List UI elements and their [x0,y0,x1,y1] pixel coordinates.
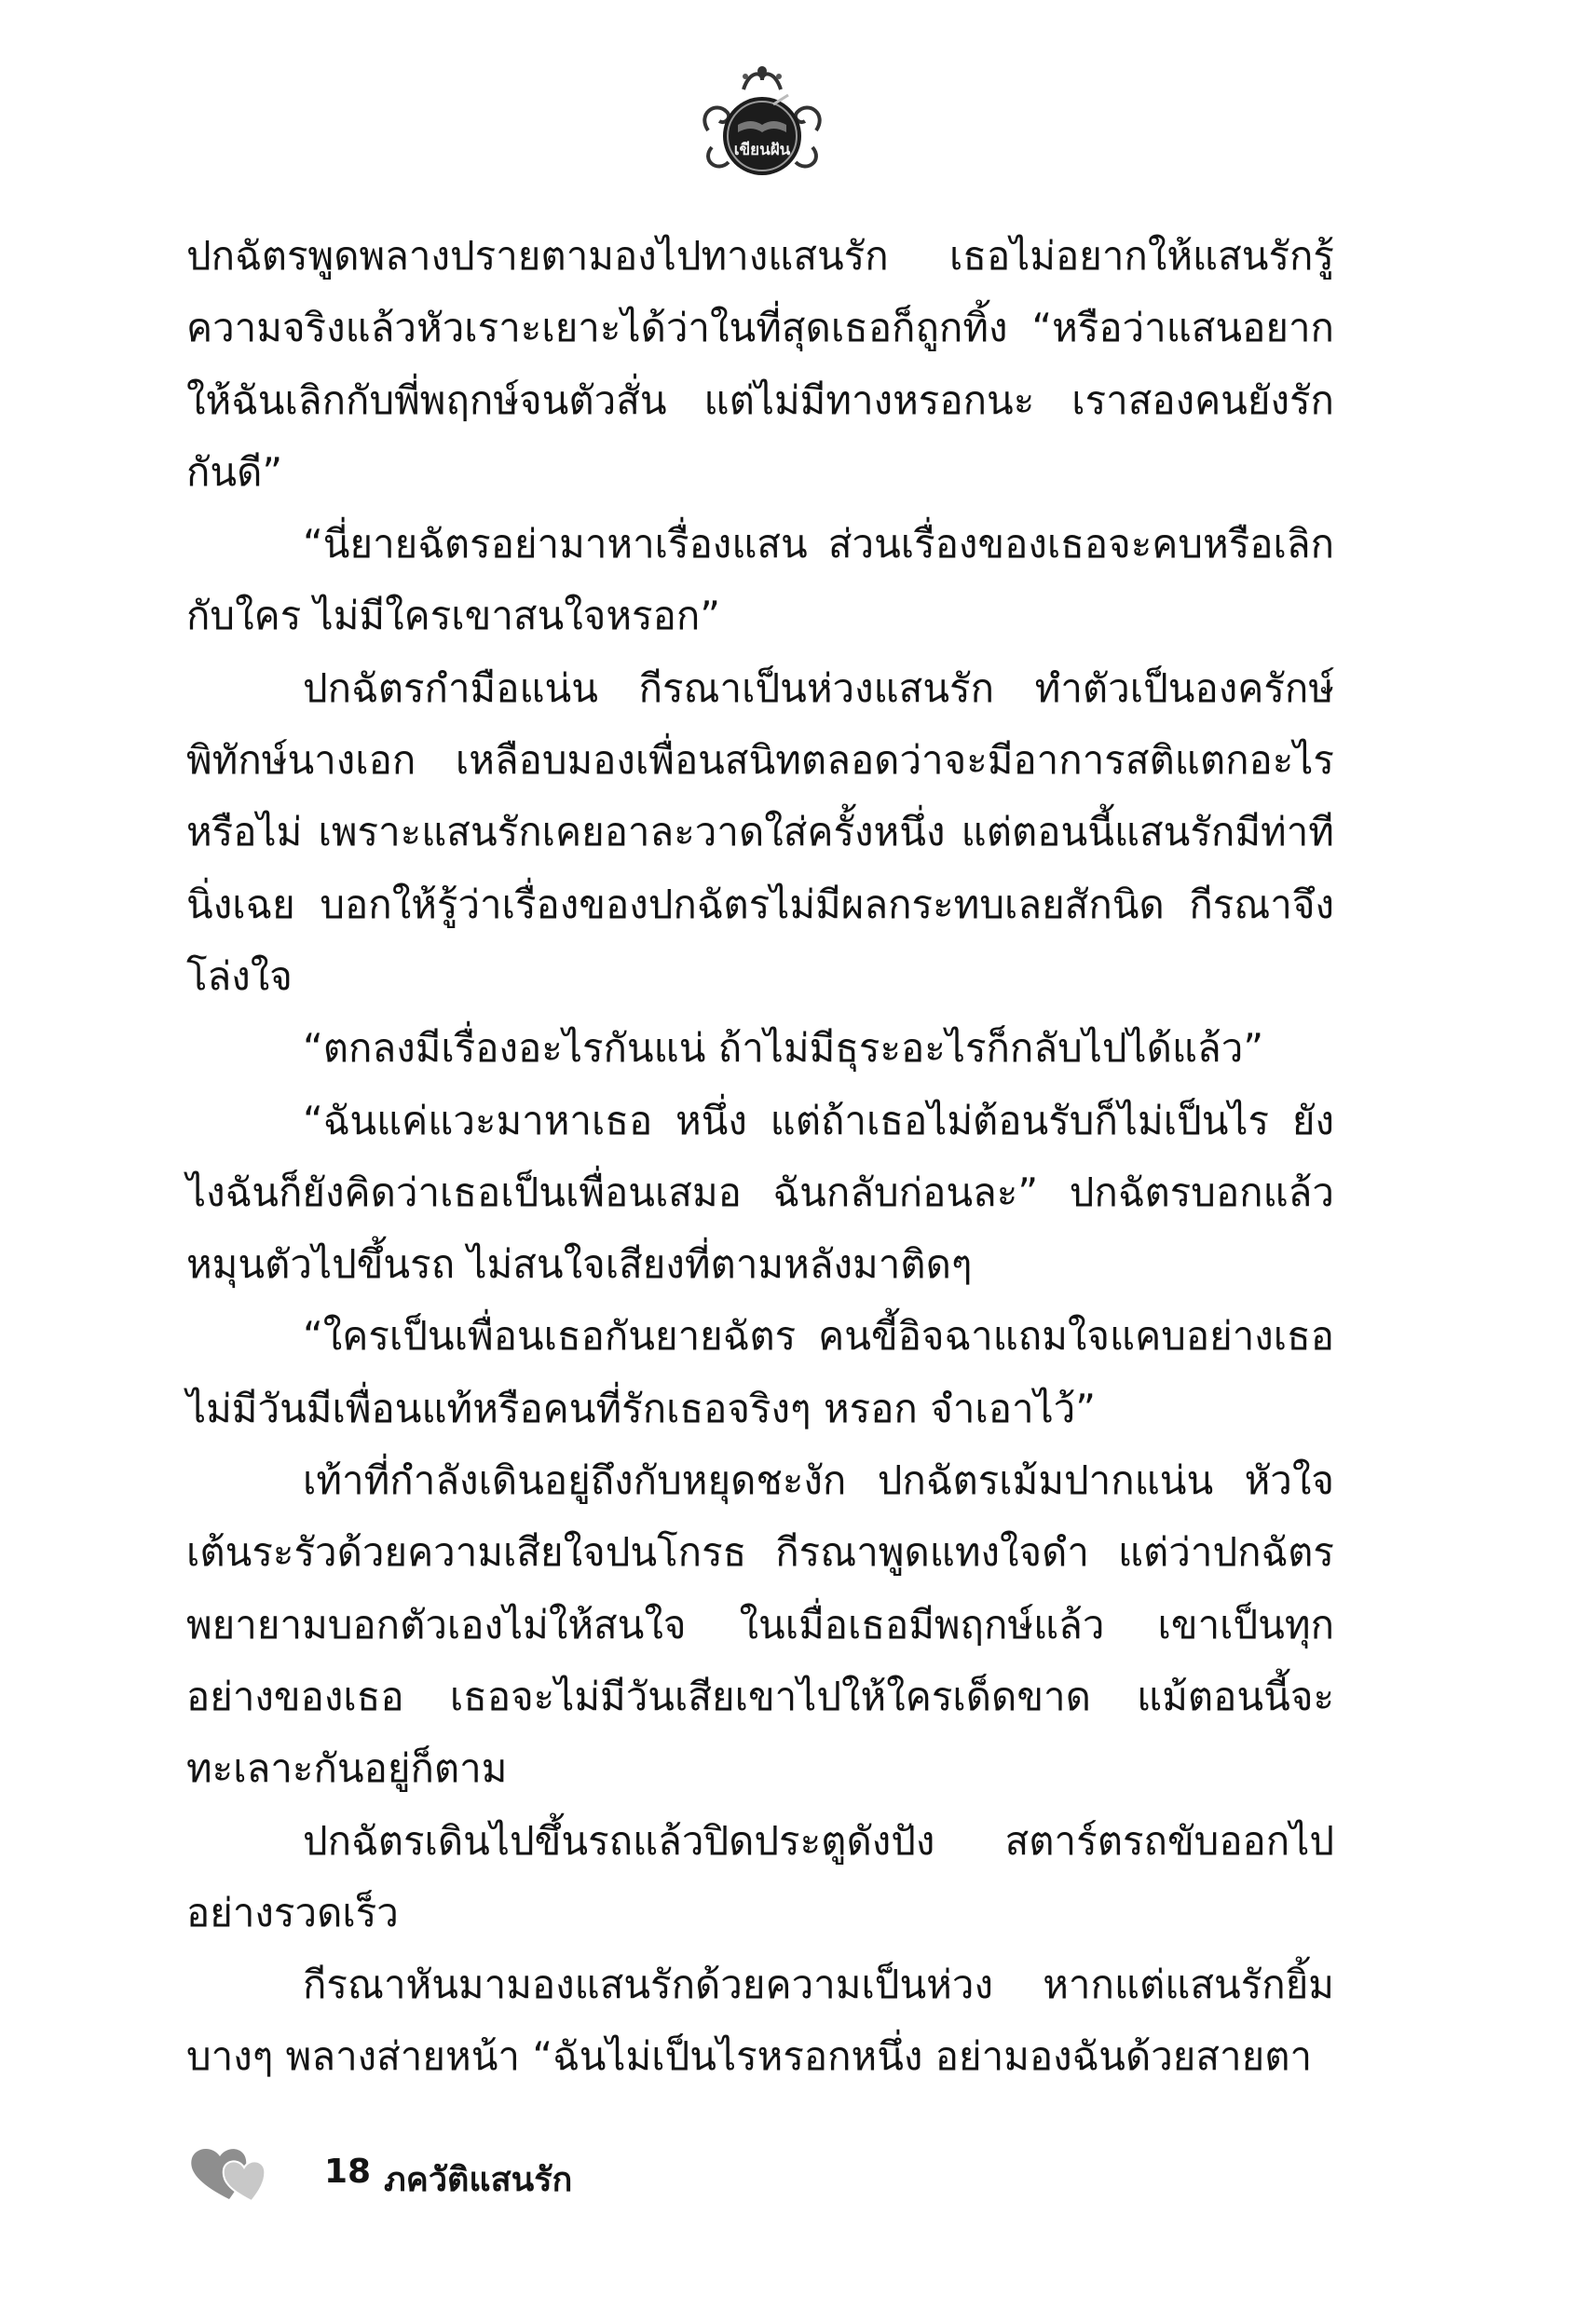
paragraph: ปกฉัตรเดินไปขึ้นรถแล้วปิดประตูดังปัง สตาร์ตรถขับออกไปอย่างรวดเร็ว [186,1817,1334,1935]
paragraph: “ใครเป็นเพื่อนเธอกันยายฉัตร คนขี้อิจฉาแถมใจแคบอย่างเธอไม่มีวันมีเพื่อนแท้หรือคนที่รักเธอจริงๆ หรอก จำเอาไว้” [186,1313,1334,1431]
paragraph: “ฉันแค่แวะมาหาเธอ หนึ่ง แต่ถ้าเธอไม่ต้อนรับก็ไม่เป็นไร ยังไงฉันก็ยังคิดว่าเธอเป็นเพื่อนเสมอ ฉันกลับก่อนละ” ปกฉัตรบอกแล้วหมุนตัวไปขึ้นรถ ไม่สนใจเสียงที่ตามหลังมาติดๆ [186,1097,1334,1288]
paragraph: เท้าที่กำลังเดินอยู่ถึงกับหยุดชะงัก ปกฉัตรเม้มปากแน่น หัวใจเต้นระรัวด้วยความเสียใจปนโกรธ กีรณาพูดแทงใจดำ แต่ว่าปกฉัตรพยายามบอกตัวเองไม่ให้สนใจ ในเมื่อเธอมีพฤกษ์แล้ว เขาเป็นทุกอย่างของเธอ เธอจะไม่มีวันเสียเขาไปให้ใครเด็ดขาด แม้ตอนนี้จะทะเลาะกันอยู่ก็ตาม [186,1457,1334,1792]
paragraph: “ตกลงมีเรื่องอะไรกันแน่ ถ้าไม่มีธุระอะไรก็กลับไปได้แล้ว” [303,1025,1264,1072]
header-logo [697,58,827,188]
paragraph: กีรณาหันมามองแสนรักด้วยความเป็นห่วง หากแต่แสนรักยิ้มบางๆ พลางส่ายหน้า “ฉันไม่เป็นไรหรอกหนึ่ง อย่ามองฉันด้วยสายตา [186,1962,1334,2080]
paragraph: ปกฉัตรกำมือแน่น กีรณาเป็นห่วงแสนรัก ทำตัวเป็นองครักษ์พิทักษ์นางเอก เหลือบมองเพื่อนสนิทตลอดว่าจะมีอาการสติแตกอะไรหรือไม่ เพราะแสนรักเคยอาละวาดใส่ครั้งหนึ่ง แต่ตอนนี้แสนรักมีท่าทีนิ่งเฉย บอกให้รู้ว่าเรื่องของปกฉัตรไม่มีผลกระทบเลยสักนิด กีรณาจึงโล่งใจ [186,664,1334,999]
paragraph: “นี่ยายฉัตรอย่ามาหาเรื่องแสน ส่วนเรื่องของเธอจะคบหรือเลิกกับใคร ไม่มีใครเขาสนใจหรอก” [186,521,1334,639]
hearts-icon [186,2143,283,2203]
page-number: 18 [324,2153,372,2191]
logo-text: เขียนฝัน [733,141,791,159]
page-footer [186,2143,839,2208]
paragraph: ปกฉัตรพูดพลางปรายตามองไปทางแสนรัก เธอไม่อยากให้แสนรักรู้ความจริงแล้วหัวเราะเยาะได้ว่าในที่สุดเธอก็ถูกทิ้ง “หรือว่าแสนอยากให้ฉันเลิกกับพี่พฤกษ์จนตัวสั่น แต่ไม่มีทางหรอกนะ เราสองคนยังรักกันดี” [186,233,1334,495]
book-title: ภควัติแสนรัก [384,2161,573,2199]
ornamental-crest-icon [697,58,827,188]
body-text [186,220,1334,2093]
